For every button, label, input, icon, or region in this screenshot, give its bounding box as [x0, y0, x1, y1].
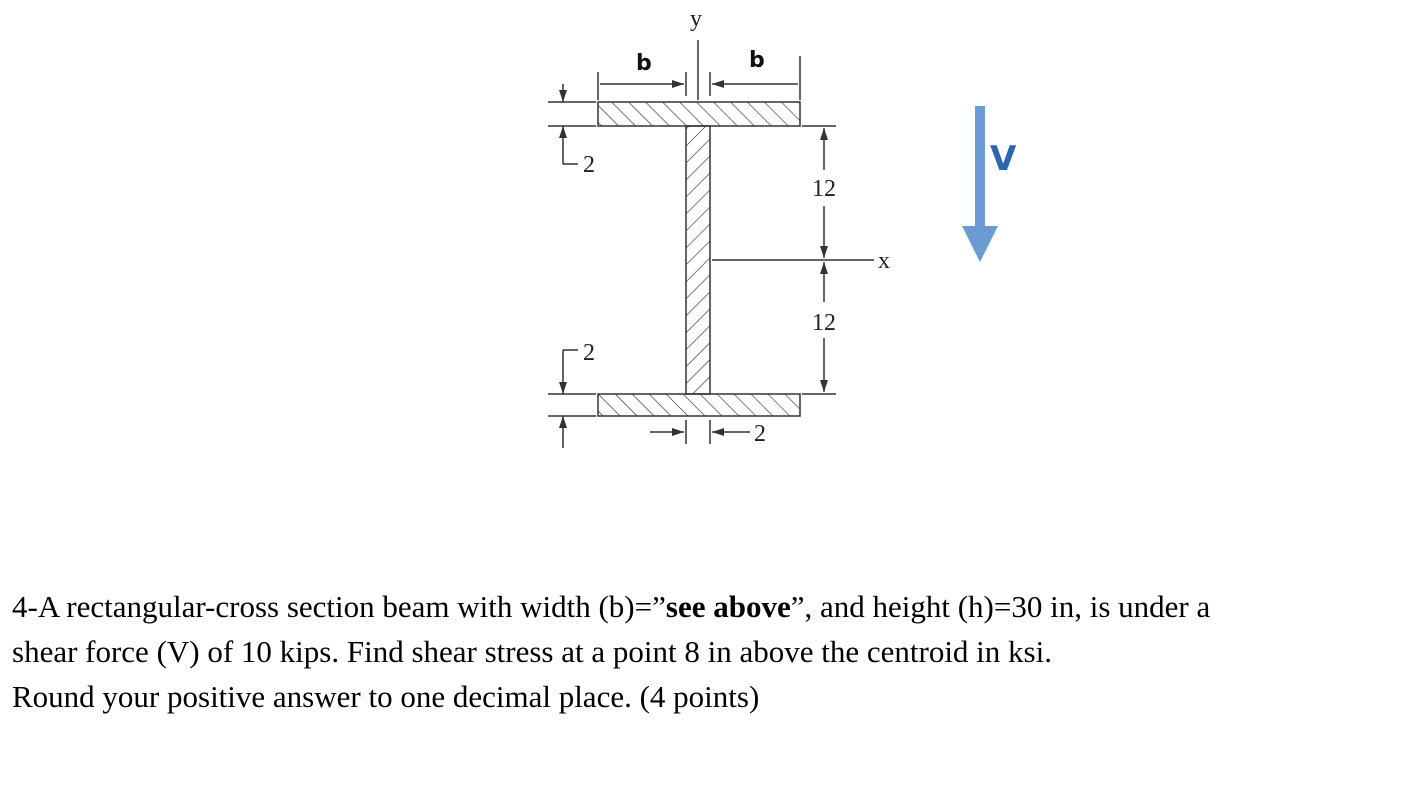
shear-force-label: V [990, 139, 1017, 179]
x-axis-label: x [878, 248, 890, 274]
bottom-flange [598, 394, 800, 416]
top-flange [598, 102, 800, 126]
lower-web-height-label: 12 [812, 310, 836, 336]
web [686, 126, 710, 394]
question-line-1-bold: see above [665, 589, 791, 624]
y-axis-label: y [690, 6, 702, 32]
question-line-2: shear force (V) of 10 kips. Find shear stress at a point 8 in above the centroid in ksi. [12, 634, 1052, 669]
web-thickness-dimension [650, 420, 750, 444]
question-line-1-after: ”, and height (h)=30 in, is under a [790, 589, 1211, 624]
flange-width-left-label: b [636, 51, 652, 76]
flange-width-right-label: b [749, 48, 765, 73]
bottom-flange-thickness-label: 2 [583, 340, 595, 366]
top-flange-thickness-label: 2 [583, 152, 595, 178]
question-line-1 [12, 584, 1417, 629]
flange-width-dimension [598, 56, 800, 100]
question-line-1-before: 4-A rectangular-cross section beam with width (b)=” [12, 589, 666, 624]
shear-force-arrow [962, 106, 998, 262]
web-thickness-label: 2 [754, 421, 766, 447]
question-text [12, 584, 1417, 719]
upper-web-height-label: 12 [812, 176, 836, 202]
question-line-3: Round your positive answer to one decimal place. (4 points) [12, 679, 760, 714]
